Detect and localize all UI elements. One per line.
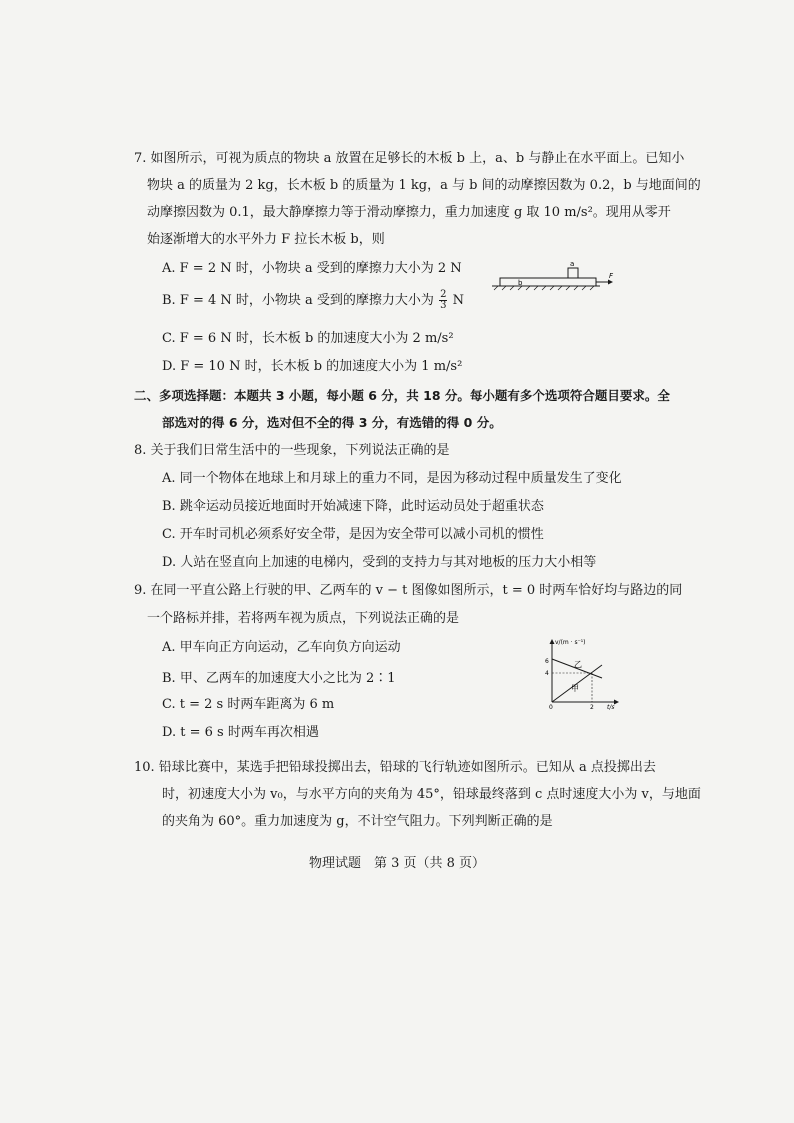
q10-stem-line-2: 时，初速度大小为 v₀，与水平方向的夹角为 45°，铅球最终落到 c 点时速度大小为 v，与地面 <box>162 787 701 802</box>
q7-stem-line-4: 始逐渐增大的水平外力 F 拉长木板 b，则 <box>147 232 385 247</box>
tick-y-4: 4 <box>545 670 549 677</box>
section-2-line-2: 部选对的得 6 分，选对但不全的得 3 分，有选错的得 0 分。 <box>162 415 502 430</box>
q9-stem-line-1: 9. 在同一平直公路上行驶的甲、乙两车的 v − t 图像如图所示，t = 0 时两车恰好均与路边的同 <box>134 583 683 598</box>
fraction <box>439 290 447 311</box>
page-footer: 物理试题 第 3 页（共 8 页） <box>308 856 486 871</box>
section-2-line-1: 二、多项选择题：本题共 3 小题，每小题 6 分，共 18 分。每小题有多个选项符合题目要求。全 <box>134 388 670 403</box>
q9-option-a: A. 甲车向正方向运动，乙车向负方向运动 <box>162 640 401 655</box>
q8-option-a: A. 同一个物体在地球上和月球上的重力不同，是因为移动过程中质量发生了变化 <box>162 471 622 486</box>
x-axis-arrowhead <box>614 700 619 705</box>
q7-option-a: A. F = 2 N 时，小物块 a 受到的摩擦力大小为 2 N <box>162 261 462 276</box>
q8-option-b: B. 跳伞运动员接近地面时开始减速下降，此时运动员处于超重状态 <box>162 499 544 514</box>
q9-stem-line-2: 一个路标并排，若将两车视为质点，下列说法正确的是 <box>147 611 460 626</box>
q7-option-c: C. F = 6 N 时，长木板 b 的加速度大小为 2 m/s² <box>162 331 454 346</box>
tick-y-6: 6 <box>545 658 549 665</box>
block-a <box>568 268 578 278</box>
q10-stem-line-3: 的夹角为 60°。重力加速度为 g，不计空气阻力。下列判断正确的是 <box>162 814 553 829</box>
y-axis-arrowhead <box>550 639 555 644</box>
q9-option-d: D. t = 6 s 时两车再次相遇 <box>162 725 319 740</box>
label-a: a <box>570 260 575 268</box>
q8-stem: 8. 关于我们日常生活中的一些现象，下列说法正确的是 <box>134 443 450 458</box>
q9-option-c: C. t = 2 s 时两车距离为 6 m <box>162 697 335 712</box>
tick-x-2: 2 <box>590 704 594 711</box>
q7-option-b <box>162 290 464 311</box>
q7-option-b-unit: N <box>452 293 464 308</box>
q9-vt-graph <box>538 636 622 712</box>
q8-option-d: D. 人站在竖直向上加速的电梯内，受到的支持力与其对地板的压力大小相等 <box>162 555 597 570</box>
q7-stem-line-1: 7. 如图所示，可视为质点的物块 a 放置在足够长的木板 b 上，a、b 与静止在水平面上。已知小 <box>134 151 685 166</box>
q8-option-c: C. 开车时司机必须系好安全带，是因为安全带可以减小司机的惯性 <box>162 527 544 542</box>
label-b: b <box>518 279 523 287</box>
force-arrowhead <box>608 280 613 285</box>
x-axis-label: t/s <box>607 704 615 711</box>
q9-option-b: B. 甲、乙两车的加速度大小之比为 2∶1 <box>162 671 396 686</box>
q10-stem-line-1: 10. 铅球比赛中，某选手把铅球投掷出去，铅球的飞行轨迹如图所示。已知从 a 点投掷出去 <box>134 760 656 775</box>
q7-board-figure <box>488 258 618 294</box>
q7-stem-line-2: 物块 a 的质量为 2 kg，长木板 b 的质量为 1 kg，a 与 b 间的动摩擦因数为 0.2，b 与地面间的 <box>147 178 701 193</box>
fraction-numerator: 2 <box>440 289 447 300</box>
fraction-denominator: 3 <box>440 300 447 311</box>
y-axis-label: v/(m · s⁻¹) <box>555 639 586 646</box>
q7-stem-line-3: 动摩擦因数为 0.1，最大静摩擦力等于滑动摩擦力，重力加速度 g 取 10 m/s²。现用从零开 <box>147 205 671 220</box>
label-yi: 乙 <box>574 660 582 669</box>
tick-x-0: 0 <box>549 704 553 711</box>
board-b <box>500 278 596 286</box>
label-F: F <box>609 272 614 280</box>
q7-option-d: D. F = 10 N 时，长木板 b 的加速度大小为 1 m/s² <box>162 359 463 374</box>
label-jia: 甲 <box>571 684 579 693</box>
ground-hatching <box>494 286 594 290</box>
q7-option-b-text: B. F = 4 N 时，小物块 a 受到的摩擦力大小为 <box>162 293 434 308</box>
